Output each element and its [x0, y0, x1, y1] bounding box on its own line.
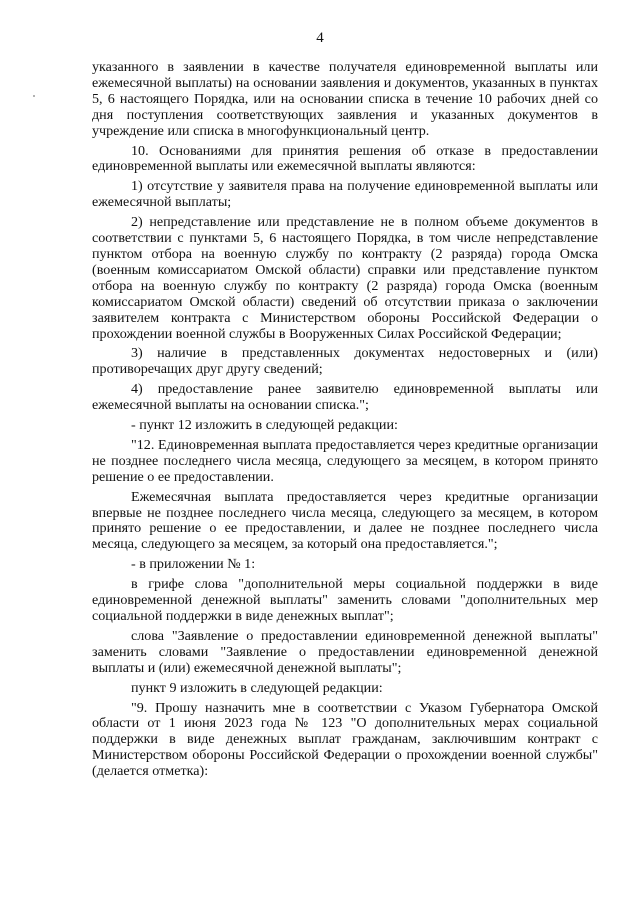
- page-number: 4: [316, 30, 324, 46]
- paragraph-amend-point-9: пункт 9 изложить в следующей редакции:: [131, 679, 383, 696]
- paragraph-item-2: 2) непредставление или представление не в полном объеме документов в соответствии с пунктами 5, 6 настоящего Порядка, в том числе непредставление пунктом отбора на военную службу по контракту (2 разряда) города Омска (военным комиссариатом Омской области) справки или представление пунктом отбора на военную службу по контракту (2 разряда) города Омска (военным комиссариатом Омской области) сведений об отсутствии приказа о заключении заявителем контракта с Министерством обороны Российской Федерации о прохождении военной службы в Вооруженных Силах Российской Федерации;: [92, 214, 598, 342]
- paragraph-item-1: 1) отсутствие у заявителя права на получение единовременной выплаты или ежемесячной выплаты;: [92, 178, 598, 211]
- paragraph-clause-10: 10. Основаниями для принятия решения об отказе в предоставлении единовременной выплаты или ежемесячной выплаты являются:: [92, 142, 598, 175]
- paragraph-clause-9: "9. Прошу назначить мне в соответствии с Указом Губернатора Омской области от 1 июня 2023 года № 123 "О дополнительных мерах социальной поддержки в виде денежных выплат гражданам, заключившим контракт с Министерством обороны Российской Федерации о прохождении военной службы" (делается отметка):: [92, 699, 598, 780]
- paragraph-item-4: 4) предоставление ранее заявителю единовременной выплаты или ежемесячной выплаты на основании списка.";: [92, 381, 598, 414]
- paragraph-clause-12: "12. Единовременная выплата предоставляется через кредитные организации не позднее последнего числа месяца, следующего за месяцем, в котором принято решение о ее предоставлении.: [92, 436, 598, 485]
- paragraph-appendix-1: - в приложении № 1:: [131, 556, 256, 573]
- paragraph-stamp-words: в грифе слова "дополнительной меры социальной поддержки в виде единовременной денежной выплаты" заменить словами "дополнительных мер социальной поддержки в виде денежных выплат";: [92, 576, 598, 624]
- paragraph-item-3: 3) наличие в представленных документах недостоверных и (или) противоречащих друг другу сведений;: [92, 345, 598, 378]
- paragraph-continuation: указанного в заявлении в качестве получателя единовременной выплаты или ежемесячной выплаты) на основании заявления и документов, указанных в пунктах 5, 6 настоящего Порядка, или на основании списка в течение 10 рабочих дней со дня поступления соответствующих заявления и указанных документов в учреждение или списка в многофункциональный центр.: [92, 59, 598, 139]
- document-body: [92, 60, 598, 784]
- scan-speck: [33, 95, 35, 97]
- paragraph-amend-point-12: - пункт 12 изложить в следующей редакции:: [131, 417, 398, 434]
- paragraph-application-words: слова "Заявление о предоставлении единовременной денежной выплаты" заменить словами "Заявление о предоставлении единовременной денежной выплаты и (или) ежемесячной денежной выплаты";: [92, 627, 598, 676]
- paragraph-monthly-payment: Ежемесячная выплата предоставляется через кредитные организации впервые не позднее последнего числа месяца, следующего за месяцем, в котором принято решение о ее предоставлении, и далее не позднее последнего числа месяца, следующего за месяцем, за который она предоставляется.";: [92, 488, 598, 553]
